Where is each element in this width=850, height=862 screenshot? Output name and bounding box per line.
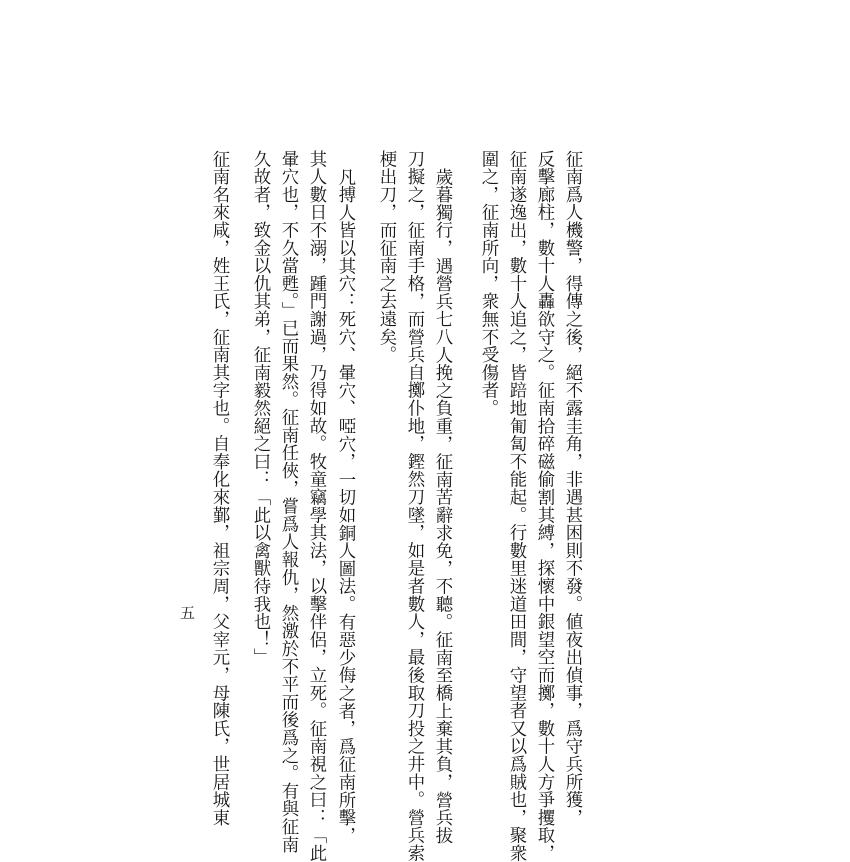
text-column-1: 征南爲人機警，得傳之後，絕不露圭角，非遇甚困則不發。値夜出偵事，爲守兵所獲， (562, 150, 582, 827)
text-column-6: 刀擬之，征南手格，而營兵自擲仆地，鏗然刀墜，如是者數人，最後取刀投之井中。營兵索 (404, 150, 424, 862)
text-column-10: 暈穴也，不久當甦。」已而果然。征南任俠，嘗爲人報仇，然激於不平而後爲之。有與征南 (278, 150, 298, 854)
text-column-11: 久故者，致金以仇其弟，征南毅然絕之曰：「此以禽獸待我也！」 (250, 150, 270, 667)
text-column-4: 圍之，征南所向，衆無不受傷者。 (478, 150, 498, 417)
text-column-5: 歲暮獨行，遇營兵七八人挽之負重，征南苦辭求免，不聽。征南至橋上棄其負，營兵拔 (432, 168, 452, 845)
text-column-12: 征南名來咸，姓王氏，征南其字也。自奉化來鄞，祖宗周，父宰元，母陳氏，世居城東 (209, 150, 229, 827)
text-column-8: 凡搏人皆以其穴：死穴、暈穴、啞穴，一切如銅人圖法。有惡少侮之者，爲征南所擊， (335, 168, 355, 845)
text-column-2: 反擊廊柱，數十人轟欲守之。征南拾碎磁偷割其縛，探懷中銀望空而擲，數十人方爭攫取， (534, 150, 554, 862)
text-column-7: 梗出刀，而征南之去遠矣。 (376, 150, 396, 364)
page-number: 五 (178, 605, 196, 620)
text-column-3: 征南遂逸出，數十人追之，皆踣地匍匐不能起。行數里迷道田間，守望者又以爲賊也，聚衆 (506, 150, 526, 862)
text-column-9: 其人數日不溺，踵門謝過，乃得如故。牧童竊學其法，以擊伴侶，立死。征南視之曰：「此 (306, 150, 326, 862)
